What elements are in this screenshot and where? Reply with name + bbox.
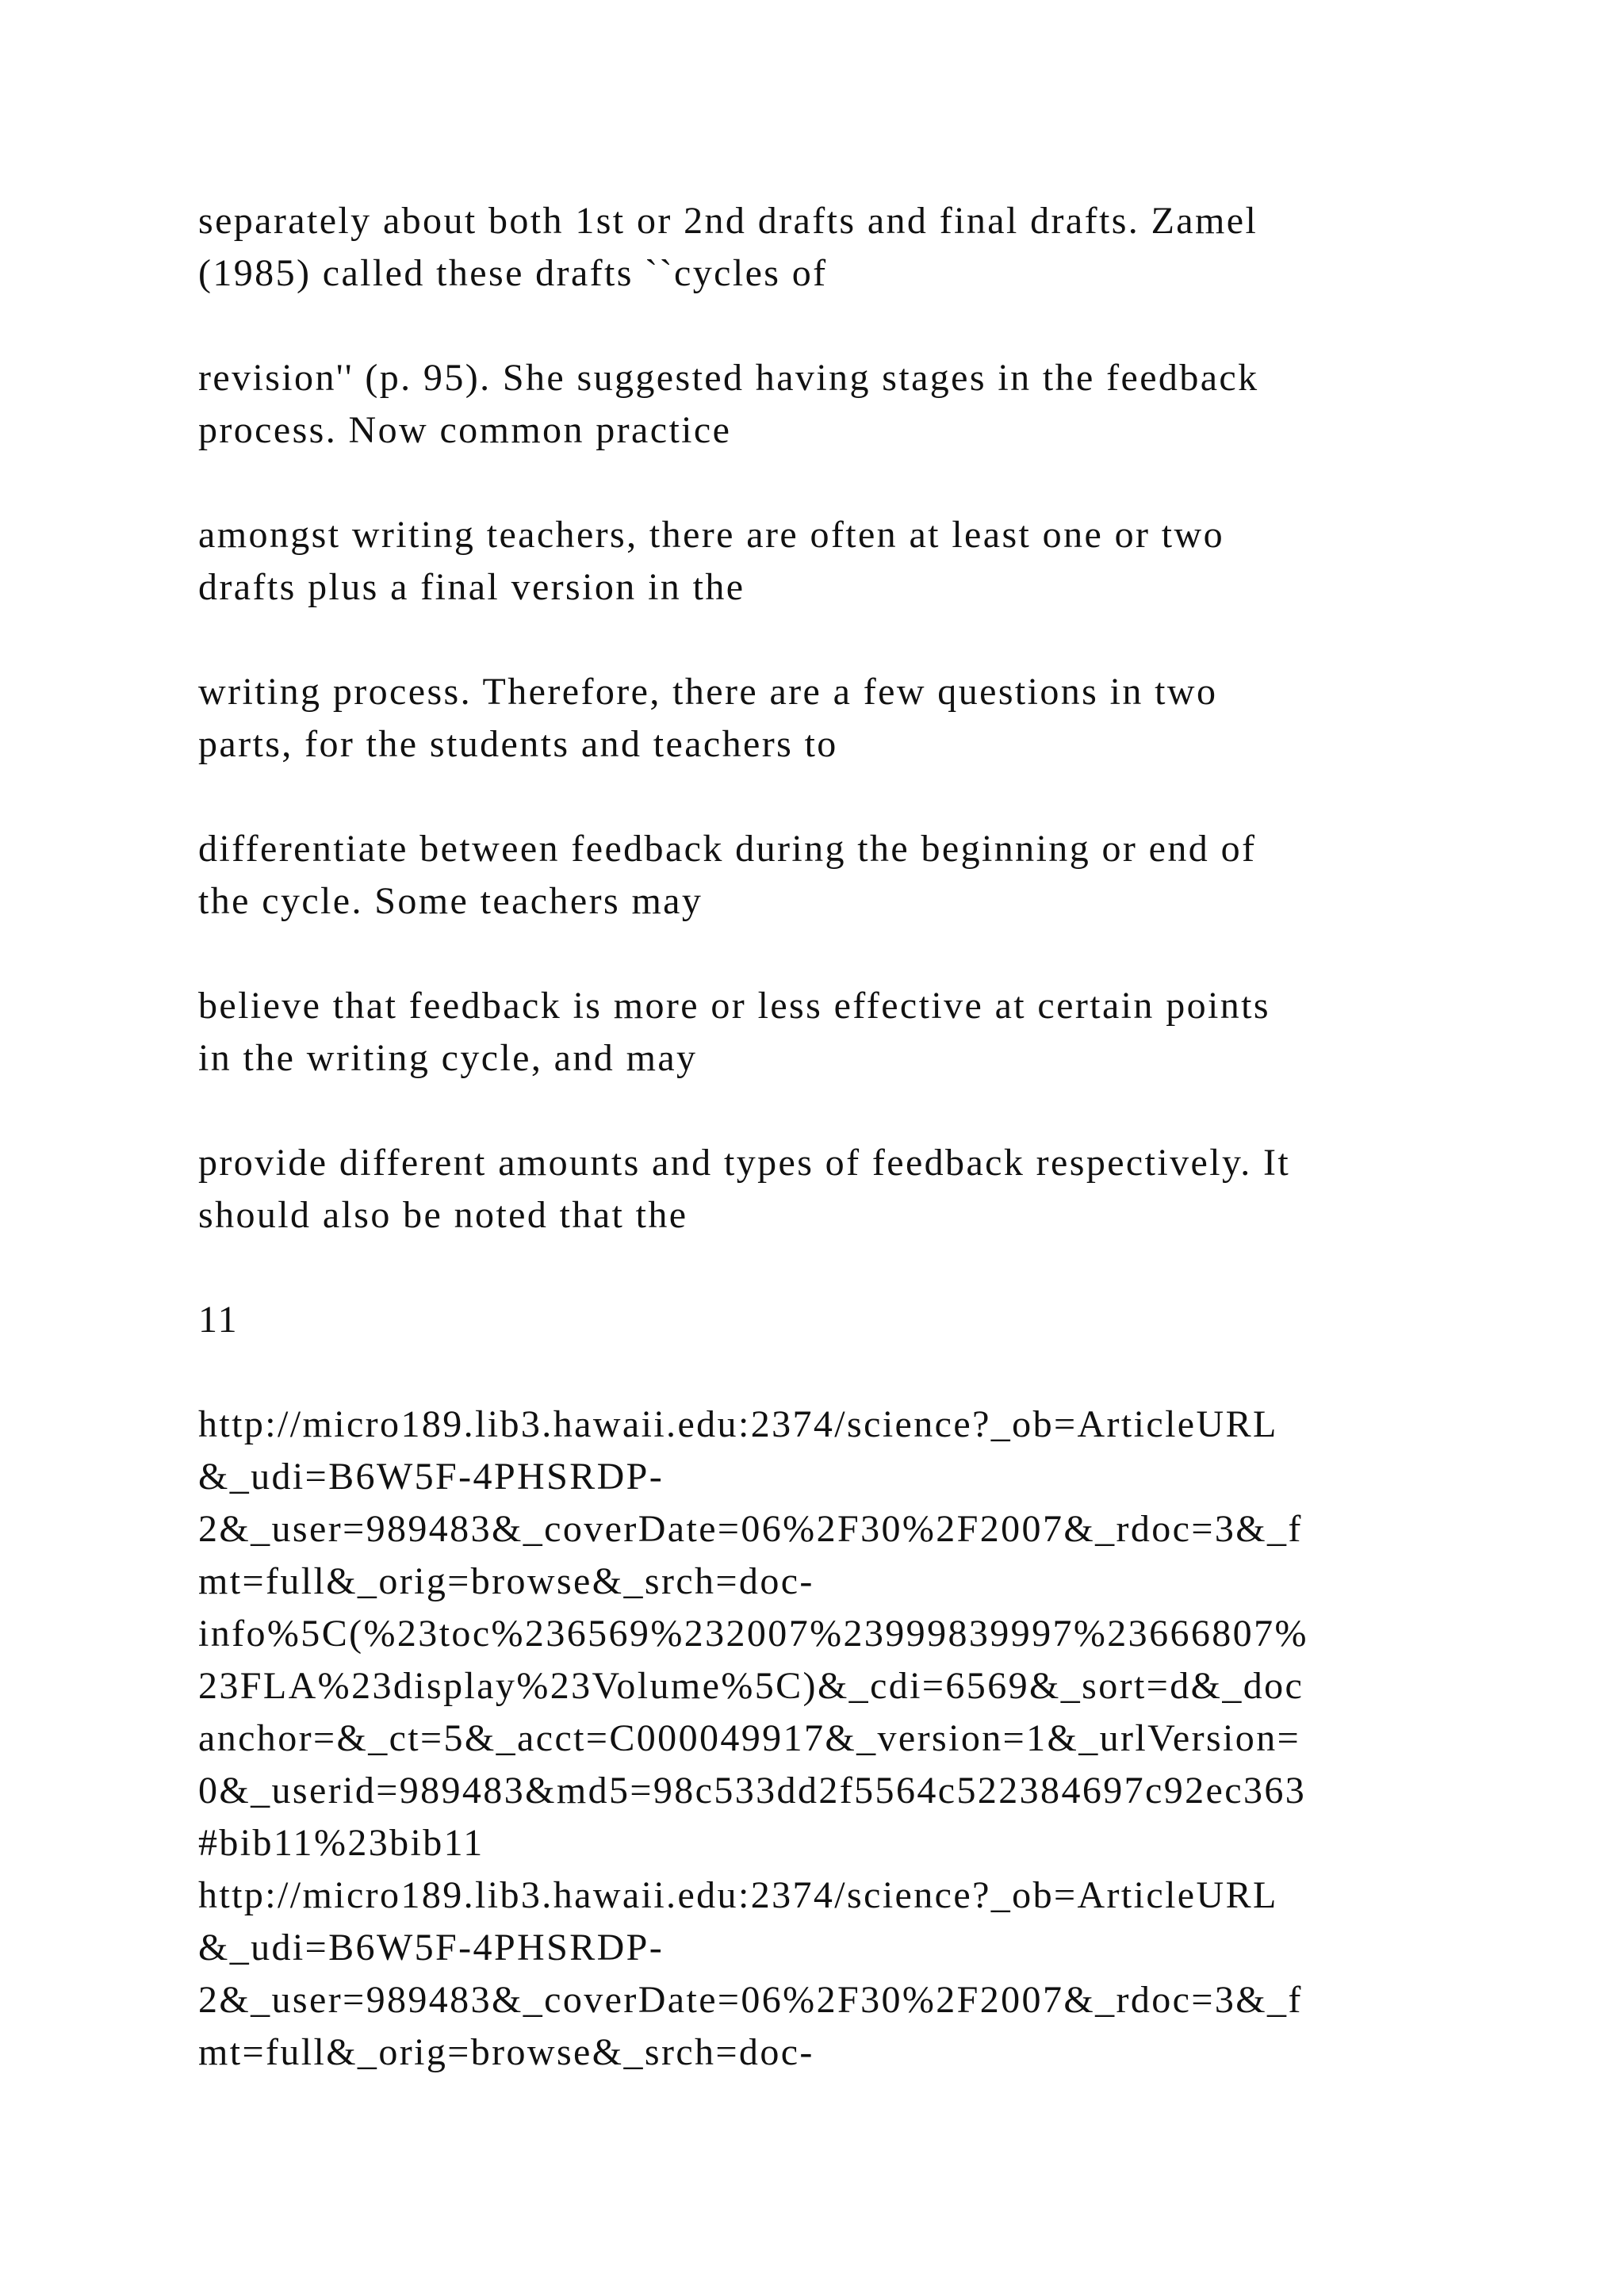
page-number: 11 (198, 1299, 239, 1341)
url-line: http://micro189.lib3.hawaii.edu:2374/science?_ob=ArticleURL (198, 1403, 1278, 1445)
url-reference-block (198, 1399, 1451, 2079)
text-line: parts, for the students and teachers to (198, 723, 838, 765)
url-line: info%5C(%23toc%236569%232007%23999839997%23666807% (198, 1613, 1308, 1655)
text-line: should also be noted that the (198, 1194, 688, 1236)
url-line: 23FLA%23display%23Volume%5C)&_cdi=6569&_sort=d&_doc (198, 1665, 1304, 1707)
text-line: revision'' (p. 95). She suggested having stages in the feedback (198, 357, 1259, 399)
url-line: http://micro189.lib3.hawaii.edu:2374/science?_ob=ArticleURL (198, 1874, 1278, 1916)
text-line: in the writing cycle, and may (198, 1037, 698, 1079)
page-content (198, 195, 1451, 2079)
text-line: the cycle. Some teachers may (198, 880, 703, 922)
url-line: mt=full&_orig=browse&_srch=doc- (198, 2031, 814, 2073)
text-line: believe that feedback is more or less effective at certain points (198, 985, 1270, 1027)
text-line: (1985) called these drafts ``cycles of (198, 252, 828, 294)
url-line: &_udi=B6W5F-4PHSRDP- (198, 1456, 665, 1498)
paragraph (198, 666, 1451, 771)
paragraph (198, 1137, 1451, 1242)
text-line: writing process. Therefore, there are a few questions in two (198, 671, 1218, 713)
text-line: differentiate between feedback during the beginning or end of (198, 828, 1257, 870)
url-line: 0&_userid=989483&md5=98c533dd2f5564c522384697c92ec363 (198, 1770, 1307, 1812)
url-line: anchor=&_ct=5&_acct=C000049917&_version=1&_urlVersion= (198, 1717, 1301, 1759)
url-line: #bib11%23bib11 (198, 1822, 485, 1864)
text-line: provide different amounts and types of feedback respectively. It (198, 1142, 1291, 1184)
url-line: &_udi=B6W5F-4PHSRDP- (198, 1927, 665, 1969)
paragraph (198, 823, 1451, 928)
text-line: drafts plus a final version in the (198, 566, 745, 608)
text-line: process. Now common practice (198, 409, 732, 451)
paragraph (198, 352, 1451, 457)
paragraph (198, 980, 1451, 1085)
text-line: separately about both 1st or 2nd drafts and final drafts. Zamel (198, 200, 1258, 242)
text-line: amongst writing teachers, there are often at least one or two (198, 514, 1224, 556)
paragraph (198, 195, 1451, 300)
paragraph (198, 509, 1451, 614)
url-line: mt=full&_orig=browse&_srch=doc- (198, 1560, 814, 1602)
url-line: 2&_user=989483&_coverDate=06%2F30%2F2007&_rdoc=3&_f (198, 1508, 1303, 1550)
url-line: 2&_user=989483&_coverDate=06%2F30%2F2007&_rdoc=3&_f (198, 1979, 1303, 2021)
